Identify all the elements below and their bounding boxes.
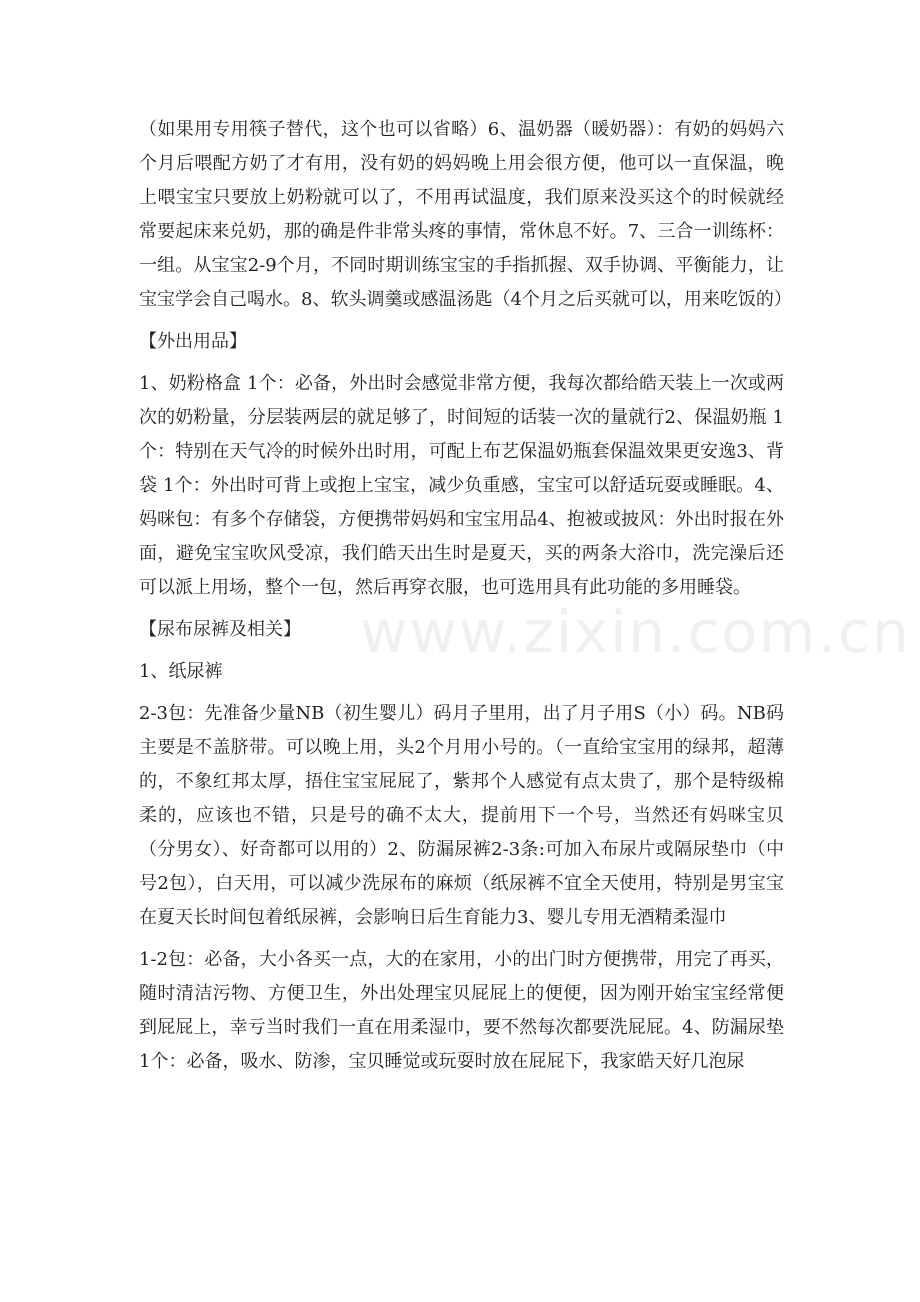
section-heading-diapers: 【尿布尿裤及相关】 xyxy=(139,619,301,640)
paragraph-diapers: 2-3包：先准备少量NB（初生婴儿）码月子里用，出了月子用S（小）码。NB码主要是不盖脐带。可以晚上用，头2个月用小号的。（一直给宝宝用的绿邦，超薄的，不象红邦太厚，捂住宝宝屁屁了，紫邦个人感觉有点太贵了，那个是特级棉柔的，应该也不错，只是号的确不太大，提前用下一个号，当然还有妈咪宝贝（分男女）、好奇都可以用的）2、防漏尿裤2-3条:可加入布尿片或隔尿垫巾（中号2包），白天用，可以减少洗尿布的麻烦（纸尿裤不宜全天使用，特别是男宝宝在夏天长时间包着纸尿裤，会影响日后生育能力3、婴儿专用无酒精柔湿巾 xyxy=(139,703,784,928)
paragraph-feeding-items: （如果用专用筷子替代，这个也可以省略）6、温奶器（暖奶器）：有奶的妈妈六个月后喂配方奶了才有用，没有奶的妈妈晚上用会很方便，他可以一直保温，晚上喂宝宝只要放上奶粉就可以了，不用再试温度，我们原来没买这个的时候就经常要起床来兑奶，那的确是件非常头疼的事情，常休息不好。7、三合一训练杯：一组。从宝宝2-9个月，不同时期训练宝宝的手指抓握、双手协调、平衡能力，让宝宝学会自己喝水。8、软头调羹或感温汤匙（4个月之后买就可以，用来吃饭的） xyxy=(139,119,792,310)
section-heading-outdoor: 【外出用品】 xyxy=(139,331,247,352)
subheading-paper-diapers: 1、纸尿裤 xyxy=(139,661,223,682)
paragraph-wipes: 1-2包：必备，大小各买一点，大的在家用，小的出门时方便携带，用完了再买，随时清洁污物、方便卫生，外出处理宝贝屁屁上的便便，因为刚开始宝宝经常便到屁屁上，幸亏当时我们一直在用柔湿巾，要不然每次都要洗屁屁。4、防漏尿垫 1个：必备，吸水、防渗，宝贝睡觉或玩耍时放在屁屁下，我家皓天好几泡尿 xyxy=(139,949,784,1072)
document-body xyxy=(139,113,792,1087)
watermark: www.zixin.com.cn xyxy=(360,598,911,666)
paragraph-outdoor-items: 1、奶粉格盒 1个：必备，外出时会感觉非常方便，我每次都给皓天装上一次或两次的奶粉量，分层装两层的就足够了，时间短的话装一次的量就行2、保温奶瓶 1个：特别在天气冷的时候外出时用，可配上布艺保温奶瓶套保温效果更安逸3、背袋 1个：外出时可背上或抱上宝宝，减少负重感，宝宝可以舒适玩耍或睡眠。4、妈咪包：有多个存储袋，方便携带妈妈和宝宝用品4、抱被或披风：外出时报在外面，避免宝宝吹风受凉，我们皓天出生时是夏天，买的两条大浴巾，洗完澡后还可以派上用场，整个一包，然后再穿衣服，也可选用具有此功能的多用睡袋。 xyxy=(139,373,784,598)
